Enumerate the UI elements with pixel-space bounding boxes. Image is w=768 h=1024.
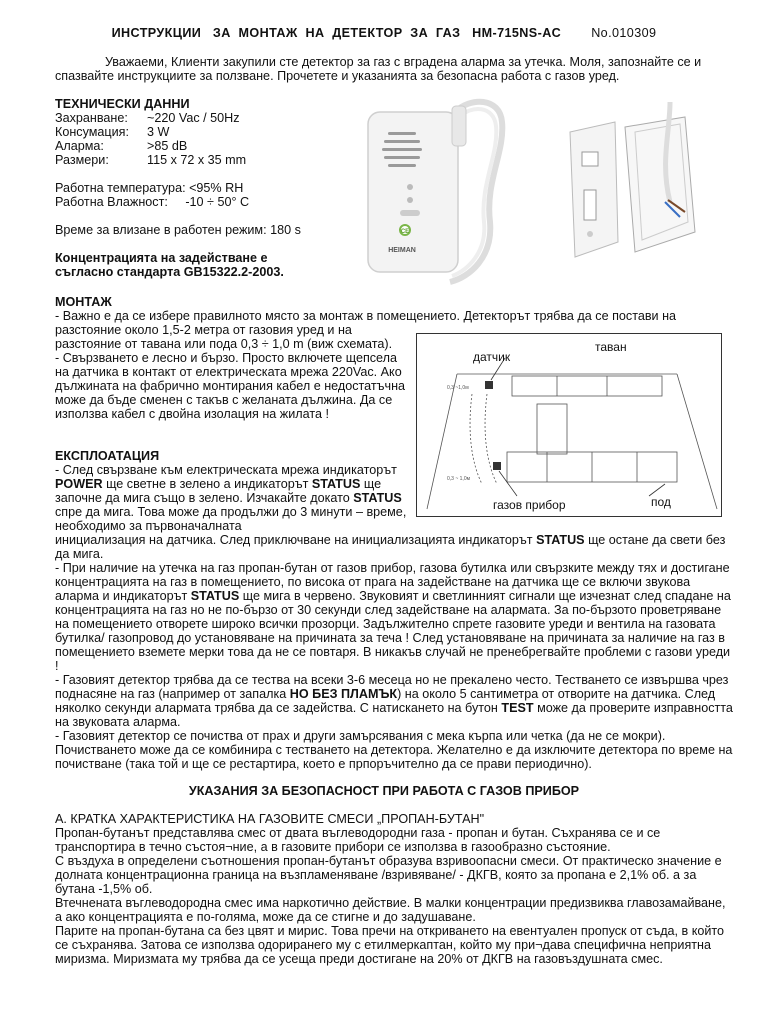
- montazh-section: [55, 295, 735, 323]
- diagram-label-appliance: газов прибор: [493, 498, 566, 512]
- safety-p2: С въздуха в определени съотношения пропан-бутанът образува взривоопасни смеси. От практическо значение е долната концентрационна граница на възпламеняване /взривяване/ - ДКГВ, която за пропана е 2,1% об. а за бутана -1,5% об.: [55, 854, 722, 896]
- tech-row-consumption: Консумация: 3 W: [55, 125, 170, 139]
- document-title: [0, 26, 768, 40]
- title-main: ИНСТРУКЦИИ ЗА МОНТАЖ НА ДЕТЕКТОР ЗА ГАЗ HM-715NS-AC: [111, 26, 562, 40]
- safety-p4: Парите на пропан-бутана са без цвят и мирис. Това пречи на откриването на евентуален пропуск от съда, в който се съхранява. Затова се използва одориранего му с етилмеркаптан, който му при¬дава специфична неприятна миризма. Миризмата му трябва да се усеща преди достигане на 20% от ДКГВ на газовъздушната смес.: [55, 924, 725, 966]
- installation-diagram: [416, 333, 722, 517]
- tech-temperature: Работна температура: <95% RH: [55, 181, 244, 195]
- diagram-label-ceiling: таван: [595, 340, 627, 354]
- tech-concentration: Концентрацията на задействане е съгласно стандарта GB15322.2-2003.: [55, 251, 284, 279]
- device-front-image: [360, 92, 510, 292]
- montazh-p1-line: - Важно е да се избере правилното място за монтаж в помещението. Детекторът трябва да се постави на: [55, 309, 677, 323]
- device-back-image: [520, 92, 725, 267]
- safety-p1: Пропан-бутанът представлява смес от двата въглеводородни газа - пропан и бутан. Съхранява се и се транспортира в течно състоя¬ние, а в газовите прибори се използва в газообразно състояние.: [55, 826, 661, 854]
- document-number: No.010309: [591, 26, 657, 40]
- tech-row-size: Размери: 115 x 72 x 35 mm: [55, 153, 247, 167]
- safety-heading: УКАЗАНИЯ ЗА БЕЗОПАСНОСТ ПРИ РАБОТА С ГАЗОВ ПРИБОР: [188, 784, 580, 798]
- tech-row-power: Захранване: ~220 Vac / 50Hz: [55, 111, 240, 125]
- tech-row-alarm: Аларма: >85 dB: [55, 139, 188, 153]
- technical-data: [55, 97, 355, 279]
- exploitation-continued: [55, 533, 735, 771]
- exp-p1-end: инициализация на датчика. След приключване на инициализацията индикаторът STATUS ще остане да свети без да мига.: [55, 533, 726, 561]
- montazh-heading: МОНТАЖ: [55, 295, 112, 309]
- montazh-p2: - Свързването е лесно и бързо. Просто включете щепсела на датчика в контакт от електрическата мрежа 220Vac. Ако дължината на фабрично монтирания кабел е недостатъчна може да бъде сменен с такъв с желаната дължина. Да се използва кабел с двойна изолация на жилата !: [55, 351, 406, 421]
- tech-warmup: Време за влизане в работен режим: 180 s: [55, 223, 301, 237]
- tech-heading: ТЕХНИЧЕСКИ ДАННИ: [55, 97, 190, 111]
- exp-p3: - Газовият детектор трябва да се тества на всеки 3-6 месеца но не прекалено често. Тестването се извършва чрез поднасяне на газ (например от запалка НО БЕЗ ПЛАМЪК) на около 5 сантиметра от отворите на датчика. След няколко секунди алармата трябва да се задейства. С натискането на бутон TEST може да проверите изправността на звуковата аларма.: [55, 673, 733, 729]
- tech-humidity: Работна Влажност: -10 ÷ 50° C: [55, 195, 250, 209]
- montazh-p1-rest: разстояние около 1,5-2 метра от газовия уред и на разстояние от тавана или пода 0,3 ÷ 1,0 m (виж схемата).: [55, 323, 393, 351]
- safety-subheading: А. КРАТКА ХАРАКТЕРИСТИКА НА ГАЗОВИТЕ СМЕСИ „ПРОПАН-БУТАН": [55, 812, 485, 826]
- diagram-label-floor: под: [651, 495, 671, 509]
- intro-paragraph: Уважаеми, Клиенти закупили сте детектор за газ с вградена аларма за утечка. Моля, запознайте се и спазвайте инструкциите за ползване. Прочетете и указанията за безопасна работа с газов уред.: [55, 55, 702, 83]
- diagram-label-sensor: датчик: [473, 350, 511, 364]
- exp-p2: - При наличие на утечка на газ пропан-бутан от газов прибор, газова бутилка или свързките между тях и достигане концентрацията на газ в помещението, по висока от прага на задействане на датчика ще се включи звукова аларма и индикаторът STATUS ще мига в червено. Звуковият и светлинният сигнали ще изчезнат след спадане на концентрацията на газ но не по-бързо от 30 секунди след задействане на алармата. За по-бързото проветряване на помещението отворете широко всички прозорци. Задължително спрете газовите уреди и вентила на газовата бутилка/ газопровод до установяване на причината за теча ! След установяване на причината за наличие на газ в помещението вземете мерки това да не се повтаря. В никакъв случай не пренебрегвайте проблеми с газови уреди !: [55, 561, 731, 673]
- safety-body: [55, 812, 735, 966]
- exp-p1: - След свързване към електрическата мрежа индикаторът POWER ще светне в зелено а индикаторът STATUS ще започне да мига също в зелено. Изчакайте докато STATUS спре да мига. Това може да продължи до 3 минути – време, необходимо за първоначалната: [55, 463, 407, 533]
- ce-mark: CE: [400, 229, 410, 235]
- montazh-narrow: [55, 323, 410, 421]
- diagram-mark-top: 0,3 ~1,0м: [447, 385, 469, 391]
- safety-p3: Втечнената въглеводородна смес има наркотично действие. В малки концентрации предизвиква главозамайване, а ако концентрацията е по-голяма, може да се стигне и до задушаване.: [55, 896, 726, 924]
- exploitation-section: [55, 449, 410, 533]
- diagram-mark-bottom: 0,3 ~ 1,0м: [447, 476, 471, 482]
- exp-heading: ЕКСПЛОАТАЦИЯ: [55, 449, 160, 463]
- brand-logo: HEIMAN: [388, 247, 416, 254]
- exp-p4: - Газовият детектор се почиства от прах и други замърсявания с мека кърпа или четка (да не се мокри). Почистването може да се комбинира с тестването на детектора. Желателно е да изключите детектора по време на почистване (така той и ще се рестартира, което е прпоръчително да се прави периодично).: [55, 729, 733, 771]
